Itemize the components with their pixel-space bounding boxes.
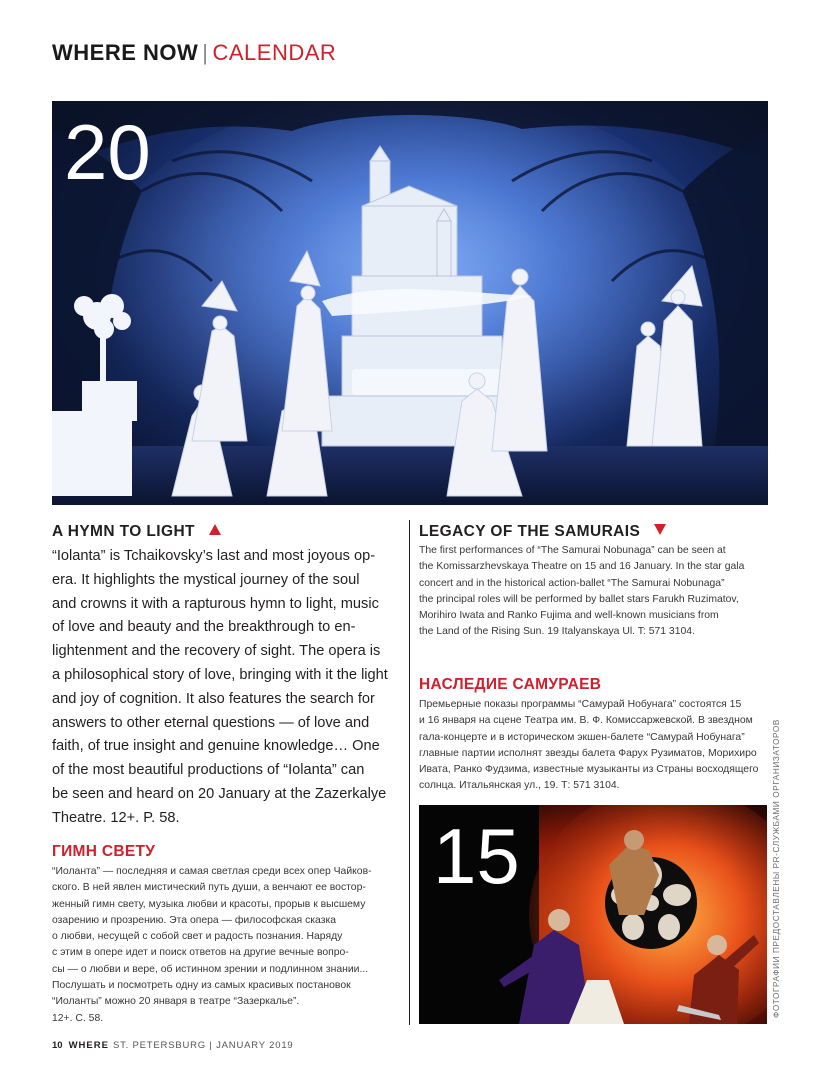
body-text-line: о любви, несущей с собой свет и радость познания. Наряду (52, 931, 343, 943)
body-text-line: 12+. С. 58. (52, 1012, 104, 1024)
body-text-line: a philosophical story of love, bringing with it the light (52, 666, 388, 683)
body-text-line: женный гимн свету, музыка любви и красоты, прорыв к высшему (52, 898, 366, 910)
body-text-line: faith, of true insight and genuine knowledge… One (52, 738, 380, 755)
body-text-line: the Komissarzhevskaya Theatre on 15 and 16 January. In the star gala (419, 561, 745, 573)
body-text-line: the Land of the Rising Sun. 19 Italyanskaya Ul. T: 571 3104. (419, 626, 695, 638)
body-text-line: lightenment and the recovery of sight. The opera is (52, 643, 381, 660)
iolanta-stage-photo (52, 101, 768, 505)
article-title-hymn-text: A HYMN TO LIGHT (52, 523, 195, 540)
body-text-line: Theatre. 12+. P. 58. (52, 809, 180, 826)
body-text-line: be seen and heard on 20 January at the Zazerkalye (52, 785, 387, 802)
section-header (52, 40, 336, 66)
article-title-samurai-text: LEGACY OF THE SAMURAIS (419, 523, 641, 540)
column-divider (409, 520, 410, 1025)
article-title-hymn-ru: ГИМН СВЕТУ (52, 843, 156, 860)
article-body-hymn-ru (52, 864, 372, 1027)
body-text-line: Премьерные показы программы “Самурай Нобунага” состоятся 15 (419, 699, 742, 710)
body-text-line: “Иоланта” — последняя и самая светлая среди всех опер Чайков- (52, 866, 372, 877)
body-text-line: Послушать и посмотреть одну из самых красивых постановок (52, 980, 351, 992)
body-text-line: and joy of cognition. It also features the search for (52, 690, 375, 707)
photo-credit: ФОТОГРАФИИ ПРЕДОСТАВЛЕНЫ PR-СЛУЖБАМИ ОРГАНИЗАТОРОВ (772, 719, 781, 1018)
body-text-line: и 16 января на сцене Театра им. В. Ф. Комиссаржевской. В звездном (419, 715, 753, 727)
triangle-up-icon (209, 524, 221, 535)
body-text-line: “Иоланты” можно 20 января в театре “Зазеркалье”. (52, 996, 300, 1008)
event-date-15: 15 (433, 812, 520, 900)
body-text-line: “Iolanta” is Tchaikovsky’s last and most joyous op- (52, 548, 376, 564)
article-body-samurai-ru (419, 697, 758, 795)
body-text-line: The first performances of “The Samurai Nobunaga” can be seen at (419, 545, 726, 556)
body-text-line: and crowns it with a rapturous hymn to light, music (52, 595, 379, 612)
triangle-down-icon (654, 524, 666, 535)
event-date-20: 20 (64, 108, 151, 196)
body-text-line: the principal roles will be performed by ballet stars Farukh Ruzimatov, (419, 593, 739, 605)
body-text-line: солнца. Итальянская ул., 19. Т: 571 3104. (419, 780, 620, 792)
body-text-line: Morihiro Iwata and Ranko Fujima and well-known musicians from (419, 610, 719, 622)
issue-info: ST. PETERSBURG | JANUARY 2019 (112, 1040, 294, 1051)
article-title-samurai-ru: НАСЛЕДИЕ САМУРАЕВ (419, 676, 602, 693)
article-body-samurai-en (419, 543, 744, 641)
samurai-photo (419, 805, 767, 1024)
body-text-line: главные партии исполнят звезды балета Фарух Рузиматов, Морихиро (419, 747, 757, 759)
body-text-line: гала-концерте и в историческом экшен-балете “Самурай Нобунага” (419, 731, 745, 743)
body-text-line: of the most beautiful productions of “Iolanta” can (52, 762, 365, 779)
page-number: 10 (52, 1040, 63, 1051)
section-subtitle: CALENDAR (212, 40, 337, 65)
stage-illustration (52, 101, 768, 505)
body-text-line: of love and beauty and the breakthrough to en- (52, 619, 356, 636)
body-text-line: сы — о любви и вере, об истинном зрении и подлинном знании... (52, 963, 369, 975)
body-text-line: Ивата, Ранко Фудзима, известные музыканты из Страны восходящего (419, 764, 759, 776)
body-text-line: era. It highlights the mystical journey of the soul (52, 571, 360, 588)
body-text-line: concert and in the historical action-ballet “The Samurai Nobunaga” (419, 577, 725, 589)
section-title: WHERE NOW (52, 40, 199, 65)
article-title-samurai (419, 523, 666, 541)
body-text-line: answers to other eternal questions — of love and (52, 714, 370, 731)
magazine-brand: WHERE (68, 1040, 109, 1051)
body-text-line: ского. В ней явлен мистический путь души, а венчают ее востор- (52, 882, 366, 894)
header-separator: | (202, 40, 209, 65)
article-title-hymn (52, 523, 221, 541)
body-text-line: озарению и прозрению. Эта опера — философская сказка (52, 914, 337, 926)
page-footer (52, 1040, 294, 1051)
body-text-line: с этим в опере идет и поиск ответов на другие вечные вопро- (52, 947, 349, 959)
article-body-hymn-en (52, 545, 388, 831)
